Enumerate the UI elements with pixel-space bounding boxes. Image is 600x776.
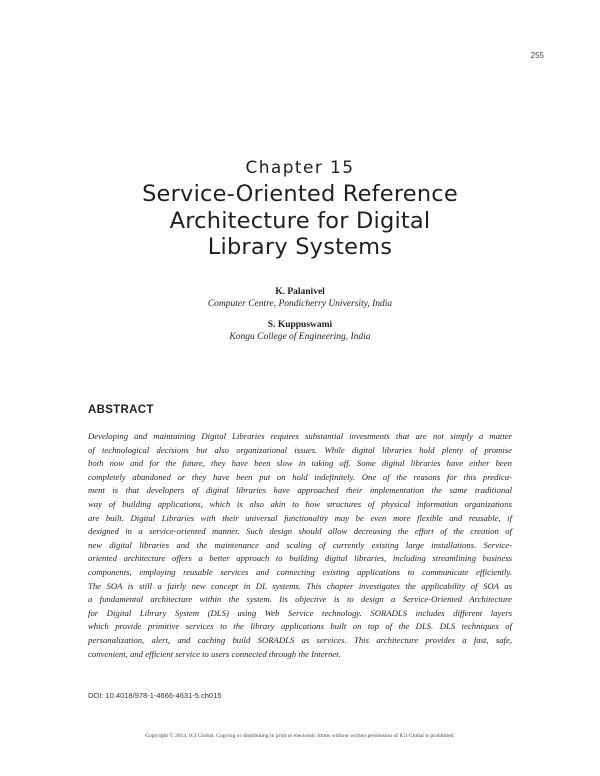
- author-affiliation: Kongu College of Engineering, India: [229, 332, 371, 342]
- abstract-line: way of building applications, which is also akin to how structures of physical information organizations: [88, 498, 512, 509]
- copyright-notice: Copyright © 2014, IGI Global. Copying or distributing in print or electronic forms without written permission of IGI Global is prohibited.: [145, 733, 455, 739]
- abstract-line: personalization, alert, and caching build SORADLS as services. This architecture provides a fast, safe,: [88, 634, 512, 645]
- chapter-title-line: Service-Oriented Reference: [142, 181, 458, 207]
- abstract-line: oriented architecture offers a better approach to building digital libraries, including streamlining business: [88, 553, 512, 564]
- abstract-line: Developing and maintaining Digital Libraries requires substantial investments that are not simply a matter: [88, 431, 512, 441]
- abstract-line: both now and for the future, they have been slow in taking off. Some digital libraries have either been: [88, 458, 512, 469]
- abstract-line: convenient, and efficient service to users connected through the Internet.: [88, 648, 341, 659]
- doi-link[interactable]: DOI: 10.4018/978-1-4666-4631-5.ch015: [88, 691, 222, 700]
- abstract-line: new digital libraries and the maintenance and scaling of currently existing large installations. Service-: [88, 539, 512, 550]
- abstract-body: [88, 430, 512, 661]
- abstract-heading: ABSTRACT: [88, 404, 154, 416]
- abstract-line: which provide primitive services to the library applications built on top of the DLS. DLS techniques of: [88, 621, 512, 632]
- author-name: S. Kuppuswami: [267, 320, 333, 330]
- abstract-line: completely abandoned or they have been put on hold indefinitely. One of the reasons for this predica-: [88, 471, 512, 482]
- page-number: 255: [530, 51, 544, 60]
- abstract-line: designed in a service-oriented manner. Such design should allow decreasing the effort of the creation of: [88, 526, 512, 537]
- abstract-line: a fundamental architecture within the system. Its objective is to design a Service-Oriented Architecture: [88, 594, 512, 605]
- chapter-title: [0, 181, 600, 261]
- chapter-label: Chapter 15: [245, 158, 355, 178]
- chapter-title-line: Architecture for Digital: [169, 207, 431, 234]
- abstract-line: are built. Digital Libraries with their universal functionality may be even more flexible and reusable, if: [88, 512, 512, 523]
- author-affiliation: Computer Centre, Pondicherry University, India: [207, 299, 393, 309]
- chapter-title-line: Library Systems: [207, 234, 393, 260]
- author-name: K. Palanivel: [275, 287, 325, 297]
- abstract-line: for Digital Library System (DLS) using Web Service technology. SORADLS includes different layers: [88, 607, 512, 618]
- abstract-line: The SOA is still a fairly new concept in DL systems. This chapter investigates the applicability of SOA as: [88, 580, 512, 591]
- abstract-line: components, employing reusable services and connecting existing applications to communicate efficiently.: [88, 566, 512, 577]
- abstract-line: of technological decisions but also organizational issues. While digital libraries hold plenty of promise: [88, 444, 512, 455]
- abstract-line: ment is that developers of digital libraries have approached their implementation the same traditional: [88, 485, 512, 496]
